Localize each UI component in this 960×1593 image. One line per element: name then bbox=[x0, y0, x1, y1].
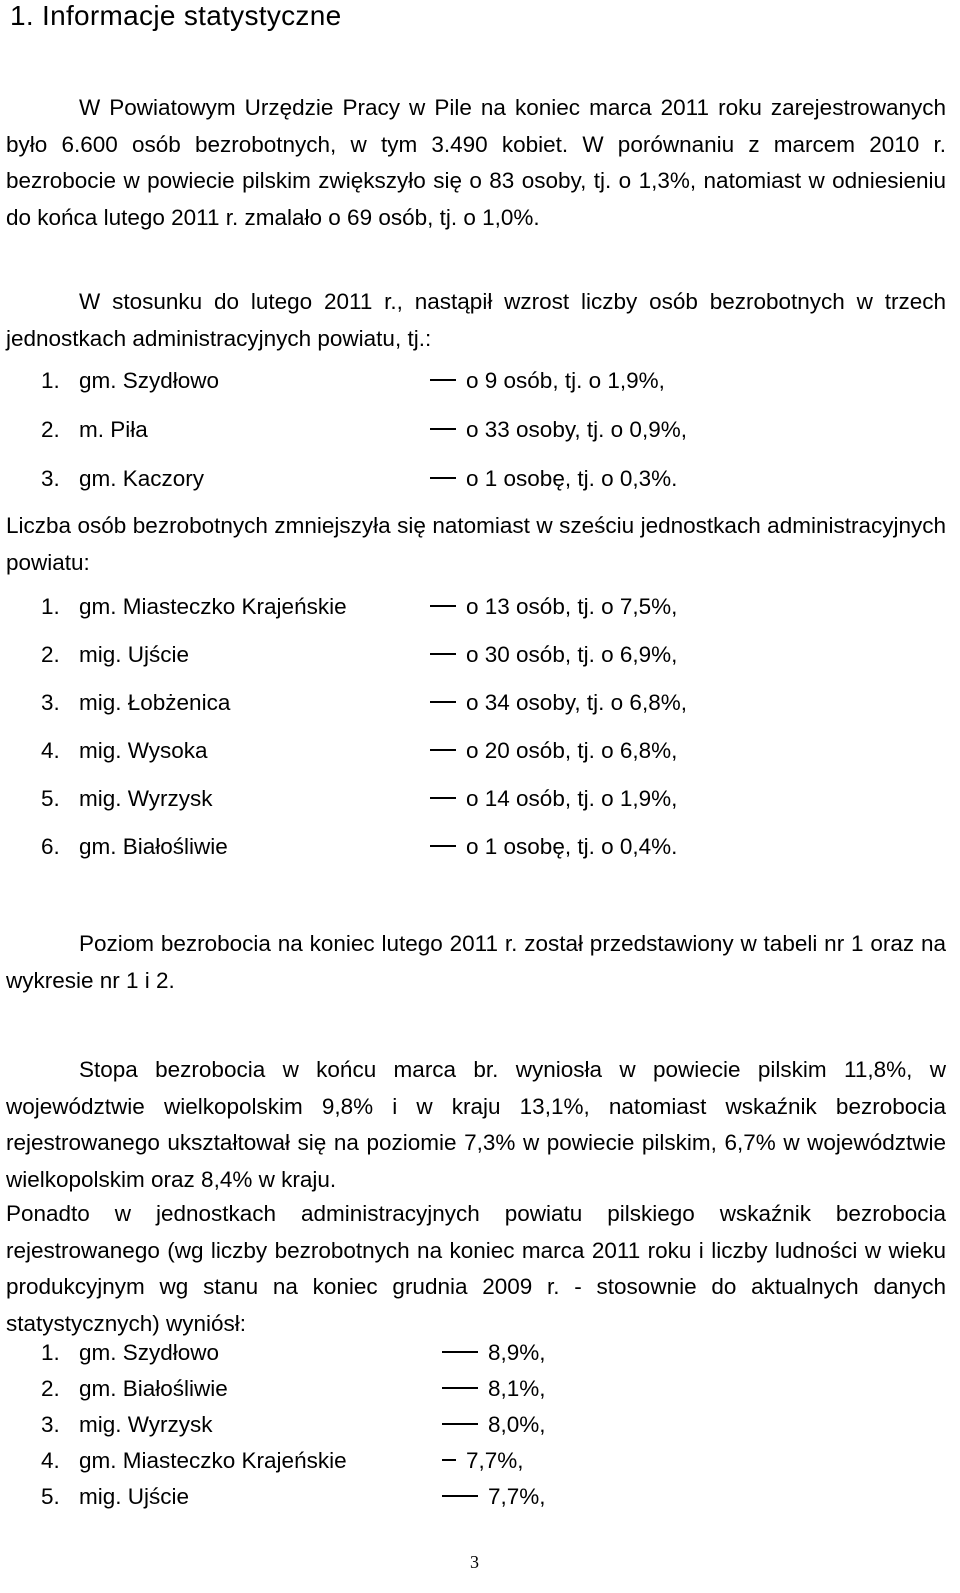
dash-icon bbox=[430, 379, 456, 381]
list-item bbox=[0, 1448, 960, 1478]
dash-icon bbox=[442, 1459, 456, 1461]
item-number: 2. bbox=[41, 642, 60, 667]
item-name: gm. Białośliwie bbox=[79, 1376, 228, 1401]
dash-icon bbox=[430, 701, 456, 703]
dash-icon bbox=[442, 1351, 478, 1353]
paragraph-summary: W Powiatowym Urzędzie Pracy w Pile na koniec marca 2011 roku zarejestrowanych było 6.600 osób bezrobotnych, w tym 3.490 kobiet. W porównaniu z marcem 2010 r. bezrobocie w powiecie pilskim zwiększyło się o 83 osoby, tj. o 1,3%, natomiast w odniesieniu do końca lutego 2011 r. zmalało o 69 osób, tj. o 1,0%. bbox=[6, 95, 946, 230]
dash-icon bbox=[430, 428, 456, 430]
list-item bbox=[0, 1412, 960, 1442]
list-item bbox=[0, 834, 960, 864]
item-name: m. Piła bbox=[79, 417, 148, 442]
item-name: mig. Ujście bbox=[79, 1484, 190, 1509]
list-item bbox=[0, 1484, 960, 1514]
list-item bbox=[0, 466, 960, 496]
dash-icon bbox=[430, 845, 456, 847]
page-number: 3 bbox=[470, 1552, 479, 1572]
paragraph-decrease-intro: Liczba osób bezrobotnych zmniejszyła się natomiast w sześciu jednostkach administracyjnych powiatu: bbox=[6, 513, 946, 575]
item-name: gm. Szydłowo bbox=[79, 1340, 220, 1365]
item-number: 3. bbox=[41, 690, 60, 715]
item-number: 5. bbox=[41, 1484, 60, 1509]
dash-icon bbox=[442, 1387, 478, 1389]
list-item bbox=[0, 738, 960, 768]
item-number: 1. bbox=[41, 1340, 60, 1365]
item-value: 8,1%, bbox=[442, 1376, 546, 1402]
item-value: o 20 osób, tj. o 6,8%, bbox=[430, 738, 677, 764]
item-number: 2. bbox=[41, 417, 60, 442]
item-number: 1. bbox=[41, 594, 60, 619]
item-name: gm. Miasteczko Krajeńskie bbox=[79, 1448, 347, 1473]
paragraph-table-reference: Poziom bezrobocia na koniec lutego 2011 r. został przedstawiony w tabeli nr 1 oraz na wykresie nr 1 i 2. bbox=[6, 931, 946, 993]
item-value: 8,0%, bbox=[442, 1412, 546, 1438]
item-number: 1. bbox=[41, 368, 60, 393]
dash-icon bbox=[430, 749, 456, 751]
item-name: mig. Wyrzysk bbox=[79, 1412, 213, 1437]
item-name: gm. Kaczory bbox=[79, 466, 205, 491]
item-number: 3. bbox=[41, 1412, 60, 1437]
list-item bbox=[0, 690, 960, 720]
item-name: gm. Miasteczko Krajeńskie bbox=[79, 594, 347, 619]
item-number: 6. bbox=[41, 834, 60, 859]
item-number: 3. bbox=[41, 466, 60, 491]
item-value: o 34 osoby, tj. o 6,8%, bbox=[430, 690, 687, 716]
item-value: o 30 osób, tj. o 6,9%, bbox=[430, 642, 677, 668]
dash-icon bbox=[430, 653, 456, 655]
item-value: 8,9%, bbox=[442, 1340, 546, 1366]
item-number: 4. bbox=[41, 1448, 60, 1473]
item-value: o 33 osoby, tj. o 0,9%, bbox=[430, 417, 687, 443]
dash-icon bbox=[442, 1423, 478, 1425]
item-name: mig. Ujście bbox=[79, 642, 190, 667]
item-value: o 1 osobę, tj. o 0,4%. bbox=[430, 834, 677, 860]
item-value: o 1 osobę, tj. o 0,3%. bbox=[430, 466, 677, 492]
list-item bbox=[0, 594, 960, 624]
item-name: mig. Wysoka bbox=[79, 738, 208, 763]
list-item bbox=[0, 642, 960, 672]
item-value: o 13 osób, tj. o 7,5%, bbox=[430, 594, 677, 620]
dash-icon bbox=[430, 605, 456, 607]
item-name: mig. Wyrzysk bbox=[79, 786, 213, 811]
paragraph-municipal-rates-intro: Ponadto w jednostkach administracyjnych powiatu pilskiego wskaźnik bezrobocia rejestrowanego (wg liczby bezrobotnych na koniec marca 2011 roku i liczby ludności w wieku produkcyjnym wg stanu na koniec grudnia 2009 r. - stosownie do aktualnych danych statystycznych) wyniósł: bbox=[6, 1201, 946, 1336]
item-number: 4. bbox=[41, 738, 60, 763]
dash-icon bbox=[430, 477, 456, 479]
item-value: 7,7%, bbox=[442, 1484, 546, 1510]
item-name: mig. Łobżenica bbox=[79, 690, 231, 715]
item-value: o 14 osób, tj. o 1,9%, bbox=[430, 786, 677, 812]
item-value: 7,7%, bbox=[442, 1448, 524, 1474]
list-item bbox=[0, 1376, 960, 1406]
list-item bbox=[0, 368, 960, 398]
dash-icon bbox=[430, 797, 456, 799]
item-value: o 9 osób, tj. o 1,9%, bbox=[430, 368, 665, 394]
list-item bbox=[0, 786, 960, 816]
item-name: gm. Szydłowo bbox=[79, 368, 220, 393]
list-item bbox=[0, 417, 960, 447]
paragraph-increase-intro: W stosunku do lutego 2011 r., nastąpił wzrost liczby osób bezrobotnych w trzech jednostkach administracyjnych powiatu, tj.: bbox=[6, 289, 946, 351]
dash-icon bbox=[442, 1495, 478, 1497]
list-item bbox=[0, 1340, 960, 1370]
item-number: 5. bbox=[41, 786, 60, 811]
section-heading: 1. Informacje statystyczne bbox=[10, 0, 342, 31]
item-name: gm. Białośliwie bbox=[79, 834, 228, 859]
paragraph-unemployment-rate: Stopa bezrobocia w końcu marca br. wyniosła w powiecie pilskim 11,8%, w województwie wielkopolskim 9,8% i w kraju 13,1%, natomiast wskaźnik bezrobocia rejestrowanego ukształtował się na poziomie 7,3% w powiecie pilskim, 6,7% w województwie wielkopolskim oraz 8,4% w kraju. bbox=[6, 1057, 946, 1192]
item-number: 2. bbox=[41, 1376, 60, 1401]
